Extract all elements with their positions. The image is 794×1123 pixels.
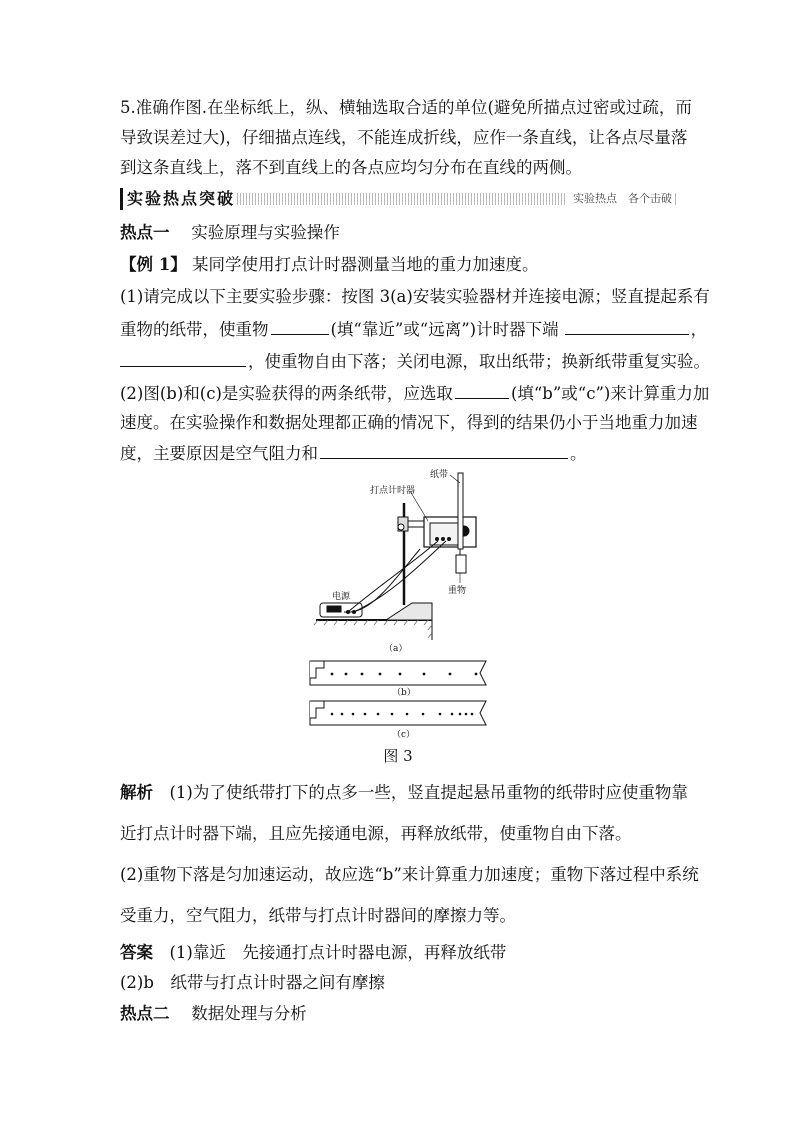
question-2-line-3 xyxy=(120,442,587,465)
hotspot-1-label: 热点一 xyxy=(120,223,170,242)
label-a: （a） xyxy=(384,644,408,654)
intro-line-3: 到这条直线上，落不到直线上的各点应均匀分布在直线的两侧。 xyxy=(120,158,582,177)
q1-text-b: (填“靠近”或“远离”)计时器下端 xyxy=(330,320,559,339)
label-weight: 重物 xyxy=(448,586,467,596)
q1-text-a: 重物的纸带，使重物 xyxy=(120,320,269,339)
answer-text-1: (1)靠近 先接通打点计时器电源，再释放纸带 xyxy=(169,943,507,962)
answer-line-1 xyxy=(120,942,506,964)
analysis-line-2: 近打点计时器下端，且应先接通电源，再释放纸带，使重物自由下落。 xyxy=(120,824,632,843)
question-2-line-2: 速度。在实验操作和数据处理都正确的情况下，得到的结果仍小于当地重力加速 xyxy=(120,413,698,432)
tape-c xyxy=(310,701,486,725)
q2-text-b: (填“b”或“c”)来计算重力加 xyxy=(510,384,710,403)
example-tag: 【例 1】 xyxy=(120,255,187,274)
hotspot-2-label: 热点二 xyxy=(120,1004,170,1023)
answer-blank-4 xyxy=(455,382,509,399)
label-b: （b） xyxy=(392,688,416,698)
hotspot-2-title: 数据处理与分析 xyxy=(191,1004,307,1023)
question-1-line-2 xyxy=(120,318,707,341)
question-1-line-3 xyxy=(120,350,710,373)
question-2-line-1 xyxy=(120,382,709,405)
answer-blank-1 xyxy=(271,318,329,335)
q1-text-d: ，使重物自由下落；关闭电源，取出纸带；换新纸带重复实验。 xyxy=(248,352,710,371)
analysis-line-1 xyxy=(120,782,688,804)
intro-line-1: 5.准确作图.在坐标纸上，纵、横轴选取合适的单位(避免所描点过密或过疏，而 xyxy=(120,98,692,117)
section-title: 实验热点突破 xyxy=(120,188,235,210)
q1-text-c: ， xyxy=(690,320,708,339)
figure-labels xyxy=(332,468,466,654)
label-tape: 纸带 xyxy=(430,470,449,480)
answer-line-2: (2)b 纸带与打点计时器之间有摩擦 xyxy=(120,973,385,992)
label-c: （c） xyxy=(392,730,416,740)
label-power: 电源 xyxy=(332,592,351,602)
answer-blank-2 xyxy=(565,318,689,335)
section-bar xyxy=(120,188,676,210)
tape-b xyxy=(310,661,486,685)
section-subtitle: 实验热点 各个击破 xyxy=(567,191,674,207)
analysis-line-4: 受重力，空气阻力，纸带与打点计时器间的摩擦力等。 xyxy=(120,906,516,925)
intro-line-2: 导致误差过大)，仔细描点连线，不能连成折线，应作一条直线，让各点尽量落 xyxy=(120,128,688,147)
figure-caption: 图 3 xyxy=(383,747,413,765)
label-timer: 打点计时器 xyxy=(370,486,416,496)
question-1-line-1: (1)请完成以下主要实验步骤：按图 3(a)安装实验器材并连接电源；竖直提起系有 xyxy=(120,287,710,306)
example-stem-line xyxy=(120,254,538,276)
example-stem: 某同学使用打点计时器测量当地的重力加速度。 xyxy=(191,255,539,274)
hotspot-2-heading xyxy=(120,1003,307,1025)
answer-blank-3 xyxy=(120,350,246,367)
answer-label: 答案 xyxy=(120,943,153,962)
analysis-line-3: (2)重物下落是匀加速运动，故应选“b”来计算重力加速度；重物下落过程中系统 xyxy=(120,865,699,884)
hotspot-1-title: 实验原理与实验操作 xyxy=(191,223,340,242)
experiment-figure xyxy=(300,465,500,745)
answer-blank-5 xyxy=(320,442,568,459)
analysis-label: 解析 xyxy=(120,783,153,802)
hotspot-1-heading xyxy=(120,222,340,244)
analysis-text-1: (1)为了使纸带打下的点多一些，竖直提起悬吊重物的纸带时应使重物靠 xyxy=(169,783,688,802)
q2-text-a: (2)图(b)和(c)是实验获得的两条纸带，应选取 xyxy=(120,384,453,403)
q2-text-c: 度，主要原因是空气阻力和 xyxy=(120,444,318,463)
apparatus-diagram xyxy=(314,473,476,640)
q2-text-d: 。 xyxy=(570,444,587,463)
